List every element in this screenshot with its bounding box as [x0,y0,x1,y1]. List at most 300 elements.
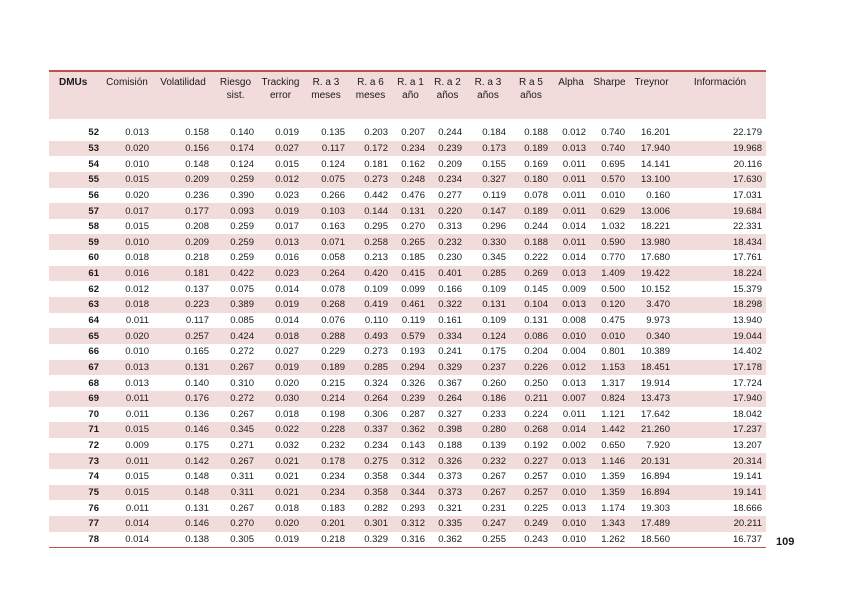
value-cell: 0.011 [562,174,586,186]
value-cell: 0.119 [482,189,506,201]
table-row [49,516,766,532]
value-cell: 0.500 [601,283,625,295]
table-row [49,266,766,282]
value-cell: 0.172 [364,142,388,154]
value-cell: 0.015 [125,221,149,233]
column-header: R. a 3 meses [303,71,349,119]
value-cell: 0.335 [438,518,462,530]
value-cell: 0.014 [562,252,586,264]
value-cell: 0.178 [321,455,345,467]
value-cell: 0.015 [125,174,149,186]
value-cell: 0.277 [438,189,462,201]
value-cell: 0.461 [401,299,425,311]
value-cell: 0.271 [230,440,254,452]
value-cell: 18.666 [732,502,762,514]
value-cell: 0.311 [230,487,254,499]
value-cell: 0.249 [524,518,548,530]
value-cell: 0.267 [230,408,254,420]
value-cell: 19.141 [732,471,762,483]
value-cell: 0.293 [401,502,425,514]
value-cell: 0.214 [321,393,345,405]
value-cell: 0.015 [275,158,299,170]
dmu-id-cell: 64 [88,315,99,326]
value-cell: 0.018 [275,502,299,514]
value-cell: 0.316 [392,532,429,548]
value-cell: 0.267 [482,471,506,483]
value-cell: 1.121 [601,408,625,420]
value-cell: 0.158 [185,127,209,139]
table-row [49,328,766,344]
value-cell: 0.010 [125,346,149,358]
value-cell: 0.181 [185,268,209,280]
value-cell: 0.295 [364,221,388,233]
value-cell: 0.011 [562,158,586,170]
value-cell: 0.188 [524,236,548,248]
value-cell: 0.231 [482,502,506,514]
value-cell: 0.259 [230,174,254,186]
value-cell: 0.165 [185,346,209,358]
value-cell: 0.267 [230,455,254,467]
dmu-id-cell: 73 [88,455,99,467]
value-cell: 16.894 [640,471,670,483]
dmu-id-cell: 52 [88,127,99,139]
value-cell: 0.313 [438,221,462,233]
value-cell: 0.085 [230,315,254,326]
value-cell: 0.146 [185,518,209,530]
value-cell: 0.075 [230,283,254,295]
value-cell: 0.020 [125,330,149,342]
value-cell: 1.359 [601,471,625,483]
value-cell: 0.002 [562,440,586,452]
value-cell: 0.209 [185,174,209,186]
value-cell: 19.914 [640,377,670,389]
value-cell: 0.009 [125,440,149,452]
value-cell: 0.257 [524,471,548,483]
value-cell: 0.163 [321,221,345,233]
value-cell: 0.218 [185,252,209,264]
column-header: R. a 3 años [466,71,510,119]
dmu-id-cell: 77 [88,518,99,530]
value-cell: 0.175 [185,440,209,452]
table-row [49,156,766,172]
dmu-id-cell: 61 [88,268,99,280]
value-cell: 0.146 [185,424,209,436]
value-cell: 0.117 [321,142,345,154]
value-cell: 0.012 [562,127,586,139]
value-cell: 0.241 [438,346,462,358]
table-row [49,172,766,188]
value-cell: 0.093 [230,205,254,217]
value-cell: 1.262 [590,532,629,548]
dmu-id-cell: 70 [88,408,99,420]
value-cell: 0.239 [401,393,425,405]
value-cell: 0.148 [185,487,209,499]
value-cell: 1.153 [601,361,625,373]
value-cell: 0.010 [125,236,149,248]
value-cell: 0.225 [524,502,548,514]
value-cell: 0.285 [482,268,506,280]
value-cell: 1.409 [601,268,625,280]
value-cell: 0.010 [601,189,625,201]
value-cell: 0.020 [125,142,149,154]
value-cell: 0.310 [230,377,254,389]
dmu-id-cell: 57 [88,205,99,217]
value-cell: 17.178 [732,361,762,373]
dmu-id-cell: 68 [88,377,99,389]
value-cell: 0.018 [275,330,299,342]
value-cell: 0.020 [275,377,299,389]
table-row [49,422,766,438]
value-cell: 0.269 [524,268,548,280]
value-cell: 0.259 [230,236,254,248]
value-cell: 0.629 [601,205,625,217]
value-cell: 0.124 [230,158,254,170]
value-cell: 16.737 [674,532,766,548]
value-cell: 19.422 [640,268,670,280]
value-cell: 1.032 [601,221,625,233]
value-cell: 17.642 [640,408,670,420]
value-cell: 0.021 [275,487,299,499]
value-cell: 0.176 [185,393,209,405]
value-cell: 0.174 [230,142,254,154]
value-cell: 0.013 [125,361,149,373]
page-number: 109 [776,536,795,548]
value-cell: 0.144 [364,205,388,217]
value-cell: 0.222 [524,252,548,264]
value-cell: 19.044 [732,330,762,342]
value-cell: 0.008 [562,315,586,326]
value-cell: 0.012 [275,174,299,186]
value-cell: 0.189 [321,361,345,373]
value-cell: 0.234 [401,142,425,154]
value-cell: 0.139 [482,440,506,452]
value-cell: 16.201 [640,127,670,139]
value-cell: 19.684 [732,205,762,217]
table-row [49,141,766,157]
value-cell: 0.273 [364,174,388,186]
value-cell: 0.209 [185,236,209,248]
table-row [49,219,766,235]
value-cell: 0.267 [230,502,254,514]
value-cell: 0.321 [438,502,462,514]
value-cell: 0.695 [601,158,625,170]
value-cell: 0.218 [303,532,349,548]
value-cell: 0.103 [321,205,345,217]
value-cell: 0.020 [275,518,299,530]
value-cell: 0.258 [364,236,388,248]
value-cell: 1.359 [601,487,625,499]
value-cell: 0.239 [438,142,462,154]
value-cell: 0.193 [401,346,425,358]
value-cell: 10.389 [640,346,670,358]
dmu-id-cell: 67 [88,361,99,373]
value-cell: 18.434 [732,236,762,248]
dmu-id-cell: 62 [88,283,99,295]
value-cell: 0.201 [321,518,345,530]
value-cell: 0.493 [364,330,388,342]
value-cell: 0.138 [153,532,213,548]
value-cell: 0.264 [438,393,462,405]
value-cell: 0.294 [401,361,425,373]
value-cell: 0.011 [125,393,149,405]
value-cell: 15.379 [732,283,762,295]
value-cell: 0.329 [438,361,462,373]
value-cell: 0.131 [524,315,548,326]
value-cell: 0.023 [275,189,299,201]
table-row [49,407,766,423]
value-cell: 0.185 [401,252,425,264]
value-cell: 0.010 [552,532,590,548]
value-cell: 0.268 [524,424,548,436]
value-cell: 0.334 [438,330,462,342]
value-cell: 0.148 [185,471,209,483]
value-cell: 0.570 [601,174,625,186]
value-cell: 9.973 [646,315,670,326]
column-header: Sharpe [590,71,629,119]
value-cell: 0.579 [401,330,425,342]
dmu-efficiency-table [49,70,766,548]
dmu-id-cell: 74 [88,471,99,483]
value-cell: 0.192 [524,440,548,452]
value-cell: 0.131 [185,361,209,373]
value-cell: 0.186 [482,393,506,405]
value-cell: 0.373 [438,487,462,499]
value-cell: 0.140 [230,127,254,139]
dmu-id-cell: 65 [88,330,99,342]
value-cell: 0.650 [601,440,625,452]
value-cell: 0.145 [524,283,548,295]
value-cell: 0.135 [321,127,345,139]
value-cell: 13.207 [732,440,762,452]
value-cell: 0.220 [438,205,462,217]
value-cell: 0.345 [482,252,506,264]
value-cell: 0.143 [401,440,425,452]
value-cell: 13.980 [640,236,670,248]
value-cell: 0.213 [364,252,388,264]
value-cell: 13.100 [640,174,670,186]
value-cell: 0.183 [321,502,345,514]
value-cell: 0.424 [230,330,254,342]
value-cell: 17.724 [732,377,762,389]
value-cell: 0.243 [510,532,552,548]
value-cell: 0.189 [524,142,548,154]
value-cell: 0.131 [401,205,425,217]
value-cell: 0.266 [321,189,345,201]
value-cell: 0.013 [562,142,586,154]
value-cell: 0.007 [562,393,586,405]
value-cell: 0.329 [349,532,392,548]
value-cell: 0.259 [230,252,254,264]
column-header: R. a 2 años [429,71,466,119]
value-cell: 18.298 [732,299,762,311]
value-cell: 0.117 [185,315,209,326]
dmu-id-cell: 54 [88,158,99,170]
value-cell: 0.004 [562,346,586,358]
column-header: Tracking error [258,71,303,119]
column-header: DMUs [49,71,101,119]
value-cell: 0.142 [185,455,209,467]
value-cell: 19.141 [732,487,762,499]
value-cell: 0.019 [258,532,303,548]
value-cell: 0.011 [125,455,149,467]
value-cell: 0.014 [562,221,586,233]
value-cell: 0.268 [321,299,345,311]
value-cell: 0.015 [125,487,149,499]
value-cell: 0.155 [482,158,506,170]
value-cell: 7.920 [646,440,670,452]
table-header-row [49,71,766,119]
value-cell: 0.027 [275,142,299,154]
dmu-id-cell: 69 [88,393,99,405]
value-cell: 0.345 [230,424,254,436]
value-cell: 1.146 [601,455,625,467]
dmu-id-cell: 66 [88,346,99,358]
value-cell: 0.188 [438,440,462,452]
value-cell: 0.267 [482,487,506,499]
value-cell: 0.234 [364,440,388,452]
value-cell: 0.232 [321,440,345,452]
value-cell: 0.211 [524,393,548,405]
value-cell: 21.260 [640,424,670,436]
value-cell: 0.013 [562,377,586,389]
value-cell: 13.473 [640,393,670,405]
value-cell: 0.272 [230,346,254,358]
value-cell: 16.894 [640,487,670,499]
value-cell: 0.011 [562,236,586,248]
value-cell: 0.236 [185,189,209,201]
value-cell: 0.224 [524,408,548,420]
dmu-id-cell: 75 [88,487,99,499]
value-cell: 1.317 [601,377,625,389]
value-cell: 0.010 [562,518,586,530]
table-row [49,344,766,360]
value-cell: 0.109 [482,283,506,295]
value-cell: 0.137 [185,283,209,295]
value-cell: 0.160 [646,189,670,201]
value-cell: 0.257 [524,487,548,499]
value-cell: 0.017 [125,205,149,217]
value-cell: 0.344 [401,487,425,499]
value-cell: 13.940 [732,315,762,326]
value-cell: 0.390 [230,189,254,201]
table-row [49,313,766,329]
value-cell: 0.209 [438,158,462,170]
value-cell: 20.314 [732,455,762,467]
table-row [49,438,766,454]
value-cell: 0.166 [438,283,462,295]
value-cell: 17.031 [732,189,762,201]
value-cell: 0.021 [275,471,299,483]
value-cell: 0.223 [185,299,209,311]
value-cell: 0.131 [185,502,209,514]
dmu-id-cell: 63 [88,299,99,311]
value-cell: 0.476 [401,189,425,201]
value-cell: 0.021 [275,455,299,467]
value-cell: 0.248 [401,174,425,186]
value-cell: 17.680 [640,252,670,264]
value-cell: 0.109 [482,315,506,326]
value-cell: 0.288 [321,330,345,342]
value-cell: 17.630 [732,174,762,186]
value-cell: 1.343 [601,518,625,530]
value-cell: 0.273 [364,346,388,358]
value-cell: 0.420 [364,268,388,280]
value-cell: 0.326 [401,377,425,389]
value-cell: 18.224 [732,268,762,280]
value-cell: 0.175 [482,346,506,358]
value-cell: 0.018 [125,252,149,264]
value-cell: 0.264 [321,268,345,280]
dmu-id-cell: 53 [88,142,99,154]
value-cell: 0.078 [321,283,345,295]
column-header: Treynor [629,71,674,119]
value-cell: 14.402 [732,346,762,358]
value-cell: 0.590 [601,236,625,248]
value-cell: 0.770 [601,252,625,264]
dmu-id-cell: 58 [88,221,99,233]
table-row [49,375,766,391]
value-cell: 0.032 [275,440,299,452]
value-cell: 0.337 [364,424,388,436]
value-cell: 0.011 [125,408,149,420]
column-header: Riesgo sist. [213,71,258,119]
value-cell: 0.027 [275,346,299,358]
value-cell: 0.180 [524,174,548,186]
value-cell: 0.109 [364,283,388,295]
table-row [49,250,766,266]
value-cell: 0.367 [438,377,462,389]
value-cell: 0.234 [321,471,345,483]
value-cell: 0.282 [364,502,388,514]
value-cell: 0.013 [275,236,299,248]
value-cell: 17.761 [732,252,762,264]
value-cell: 0.237 [482,361,506,373]
value-cell: 0.010 [601,330,625,342]
value-cell: 0.110 [364,315,388,326]
value-cell: 0.013 [562,268,586,280]
column-header: Volatilidad [153,71,213,119]
value-cell: 0.124 [321,158,345,170]
table-row [49,281,766,297]
value-cell: 0.104 [524,299,548,311]
value-cell: 0.275 [364,455,388,467]
value-cell: 0.011 [125,502,149,514]
value-cell: 0.362 [429,532,466,548]
value-cell: 0.140 [185,377,209,389]
value-cell: 0.305 [213,532,258,548]
dmu-id-cell: 55 [88,174,99,186]
value-cell: 0.009 [562,283,586,295]
value-cell: 0.010 [562,487,586,499]
data-table-container [49,70,766,548]
value-cell: 0.234 [321,487,345,499]
value-cell: 0.311 [230,471,254,483]
value-cell: 0.014 [562,424,586,436]
value-cell: 0.230 [438,252,462,264]
value-cell: 0.422 [230,268,254,280]
table-row [49,532,766,548]
table-row [49,188,766,204]
value-cell: 0.016 [275,252,299,264]
value-cell: 0.740 [601,142,625,154]
value-cell: 0.019 [275,127,299,139]
value-cell: 0.058 [321,252,345,264]
value-cell: 0.022 [275,424,299,436]
table-row [49,203,766,219]
column-header: R. a 1 año [392,71,429,119]
value-cell: 0.023 [275,268,299,280]
value-cell: 0.401 [438,268,462,280]
